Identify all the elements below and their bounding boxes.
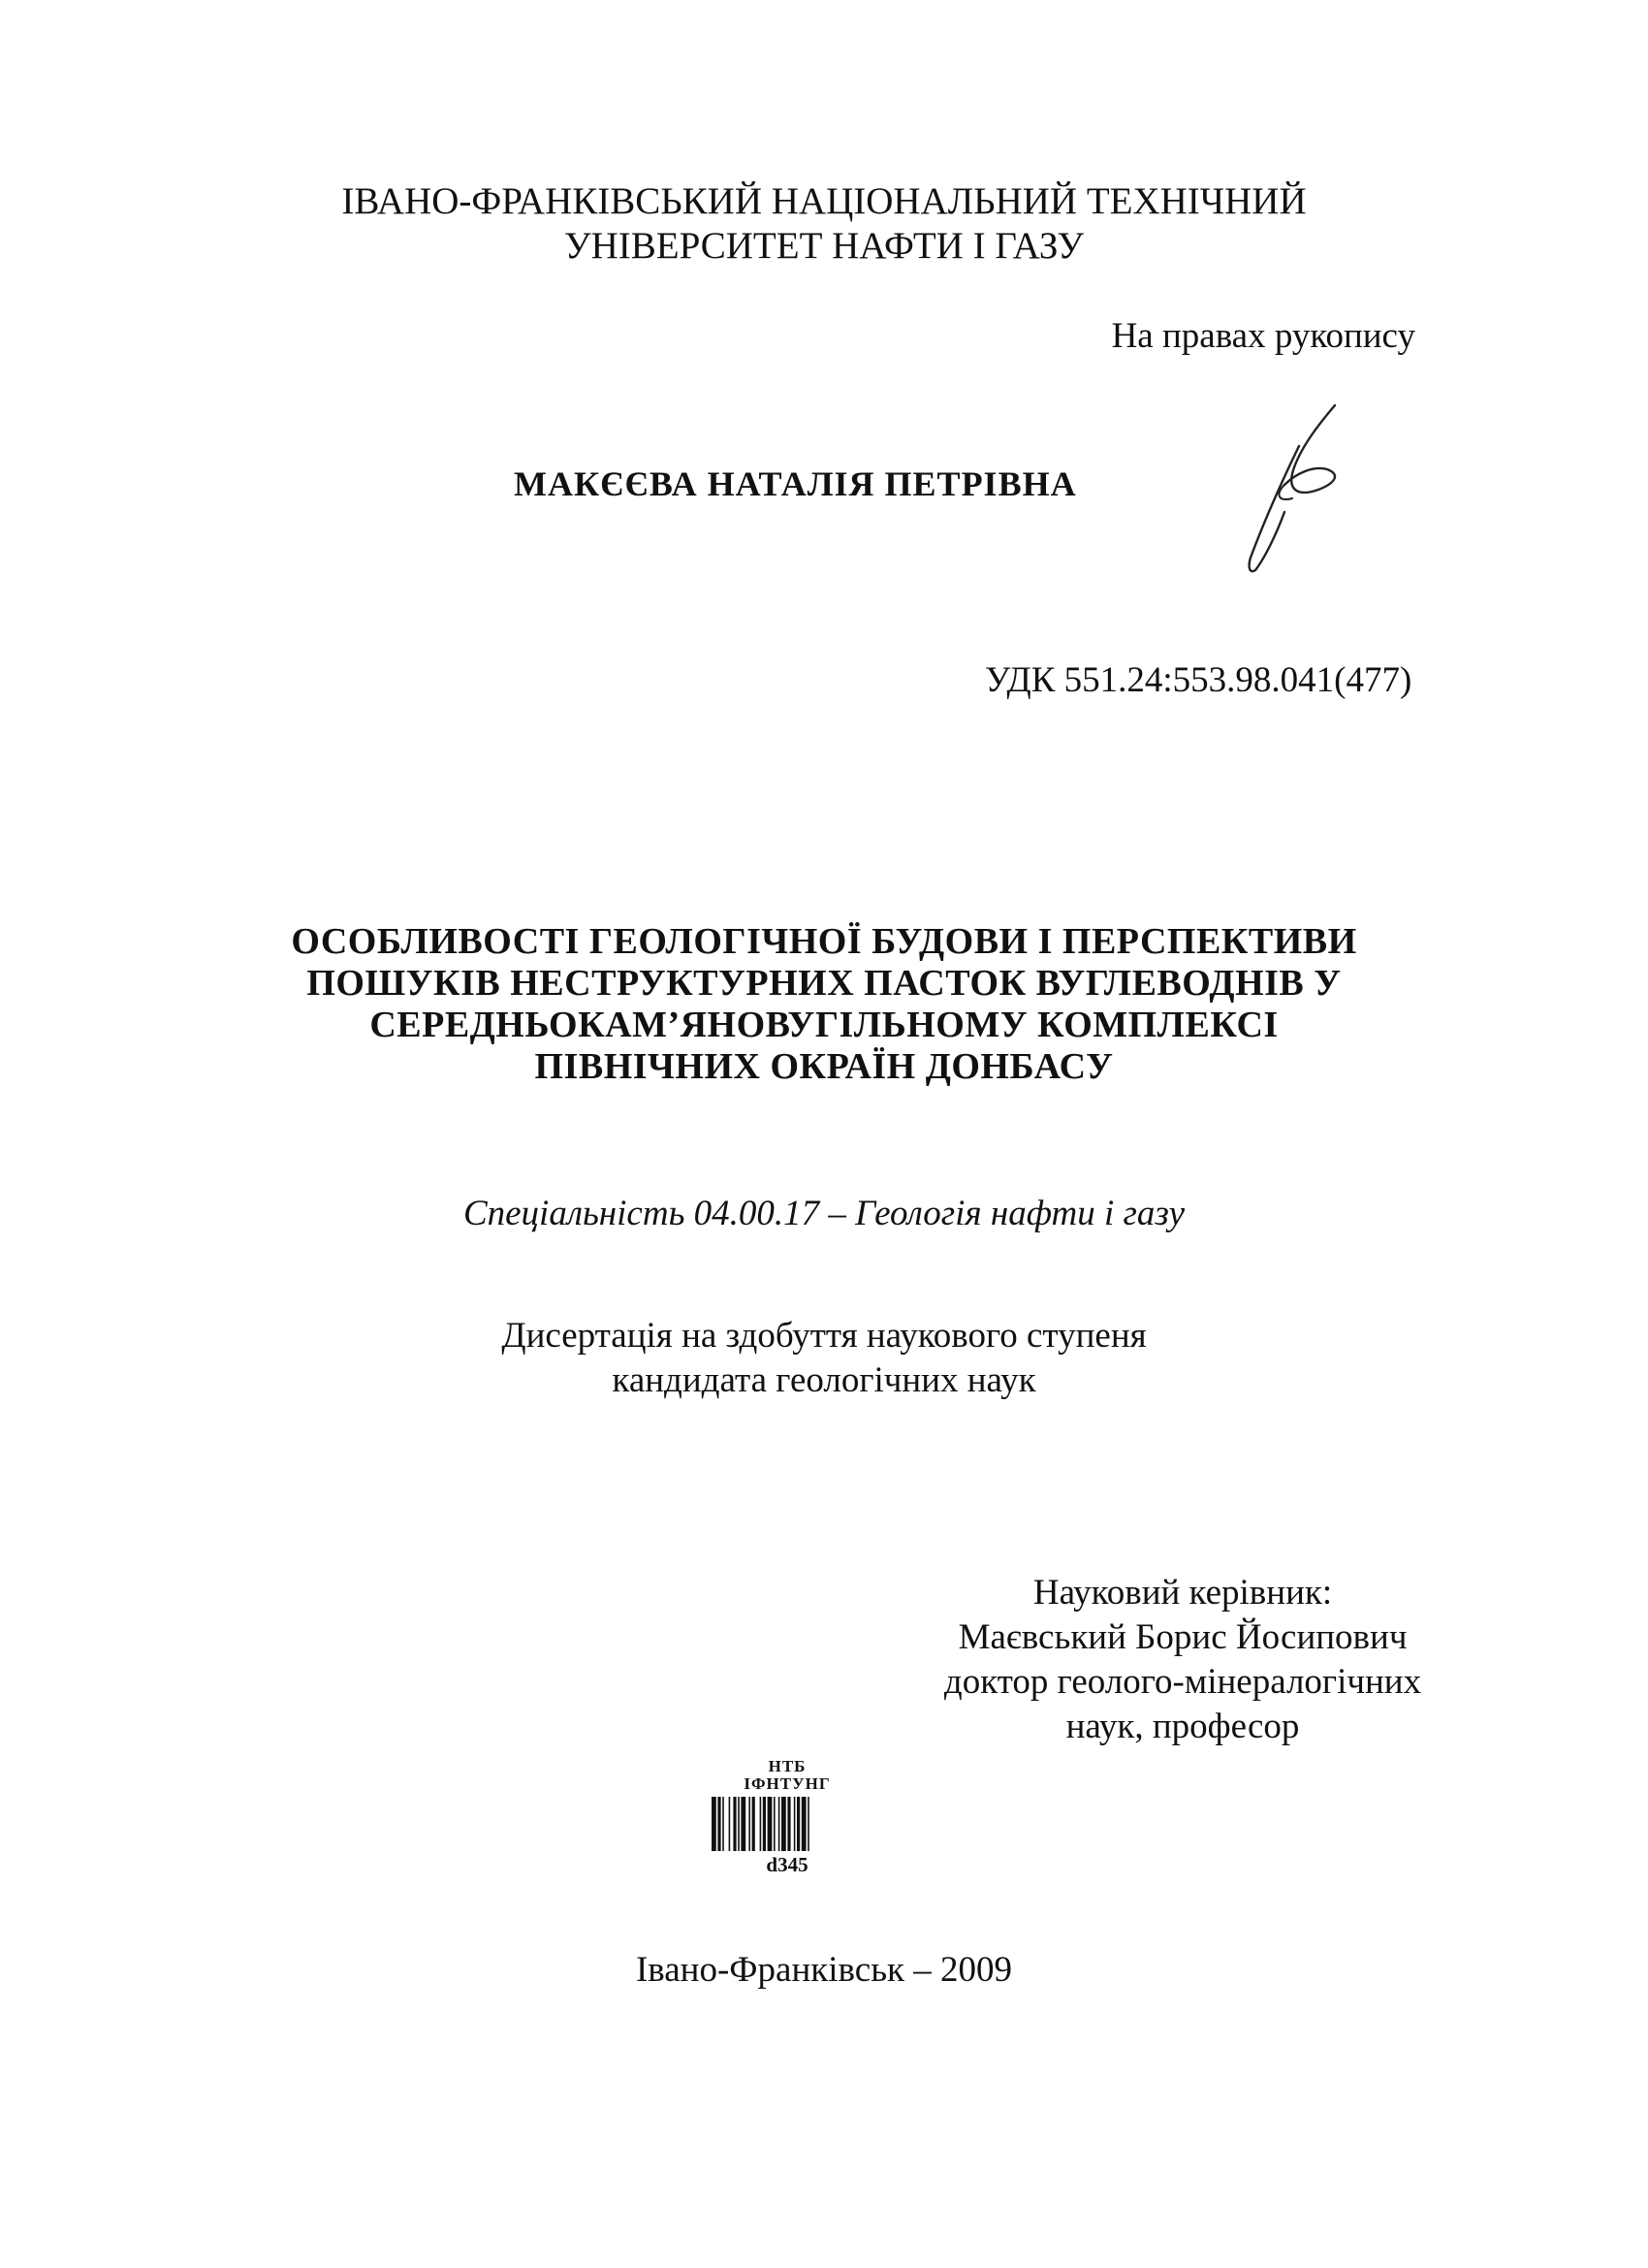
title-line-3: СЕРЕДНЬОКАМ’ЯНОВУГІЛЬНОМУ КОМПЛЕКСІ — [369, 1005, 1279, 1045]
supervisor-degree-1: доктор геолого-мінералогічних — [943, 1662, 1422, 1702]
barcode-icon — [710, 1797, 865, 1851]
author-name: МАКЄЄВА НАТАЛІЯ ПЕТРІВНА — [514, 464, 1077, 503]
institution-line-2: УНІВЕРСИТЕТ НАФТИ І ГАЗУ — [563, 225, 1085, 267]
degree-line-1: Дисертація на здобуття наукового ступеня — [501, 1316, 1147, 1356]
dissertation-title — [0, 921, 1648, 1088]
udc-code: УДК 551.24:553.98.041(477) — [985, 660, 1412, 700]
supervisor-name: Маєвський Борис Йосипович — [958, 1617, 1408, 1657]
degree-line-2: кандидата геологічних наук — [612, 1360, 1036, 1400]
place-and-year: Івано-Франківськ – 2009 — [635, 1950, 1013, 1990]
institution-header — [0, 179, 1648, 269]
manuscript-note: На правах рукопису — [1111, 316, 1415, 356]
library-stamp-line-1: НТБ — [768, 1757, 807, 1775]
library-stamp — [700, 1758, 874, 1877]
specialty: Спеціальність 04.00.17 – Геологія нафти і газу — [462, 1194, 1186, 1233]
supervisor-label: Науковий керівник: — [1032, 1573, 1333, 1613]
handwritten-signature-icon — [1226, 398, 1372, 587]
library-stamp-line-2: ІФНТУНГ — [744, 1774, 831, 1793]
title-line-1: ОСОБЛИВОСТІ ГЕОЛОГІЧНОЇ БУДОВИ І ПЕРСПЕКТИВИ — [291, 921, 1357, 962]
supervisor-block — [872, 1571, 1493, 1749]
title-line-2: ПОШУКІВ НЕСТРУКТУРНИХ ПАСТОК ВУГЛЕВОДНІВ У — [306, 963, 1342, 1004]
supervisor-degree-2: наук, професор — [1065, 1707, 1300, 1746]
library-stamp-code: d345 — [766, 1853, 808, 1876]
institution-line-1: ІВАНО-ФРАНКІВСЬКИЙ НАЦІОНАЛЬНИЙ ТЕХНІЧНИЙ — [341, 180, 1307, 222]
title-line-4: ПІВНІЧНИХ ОКРАЇН ДОНБАСУ — [534, 1046, 1114, 1087]
dissertation-degree — [0, 1314, 1648, 1403]
